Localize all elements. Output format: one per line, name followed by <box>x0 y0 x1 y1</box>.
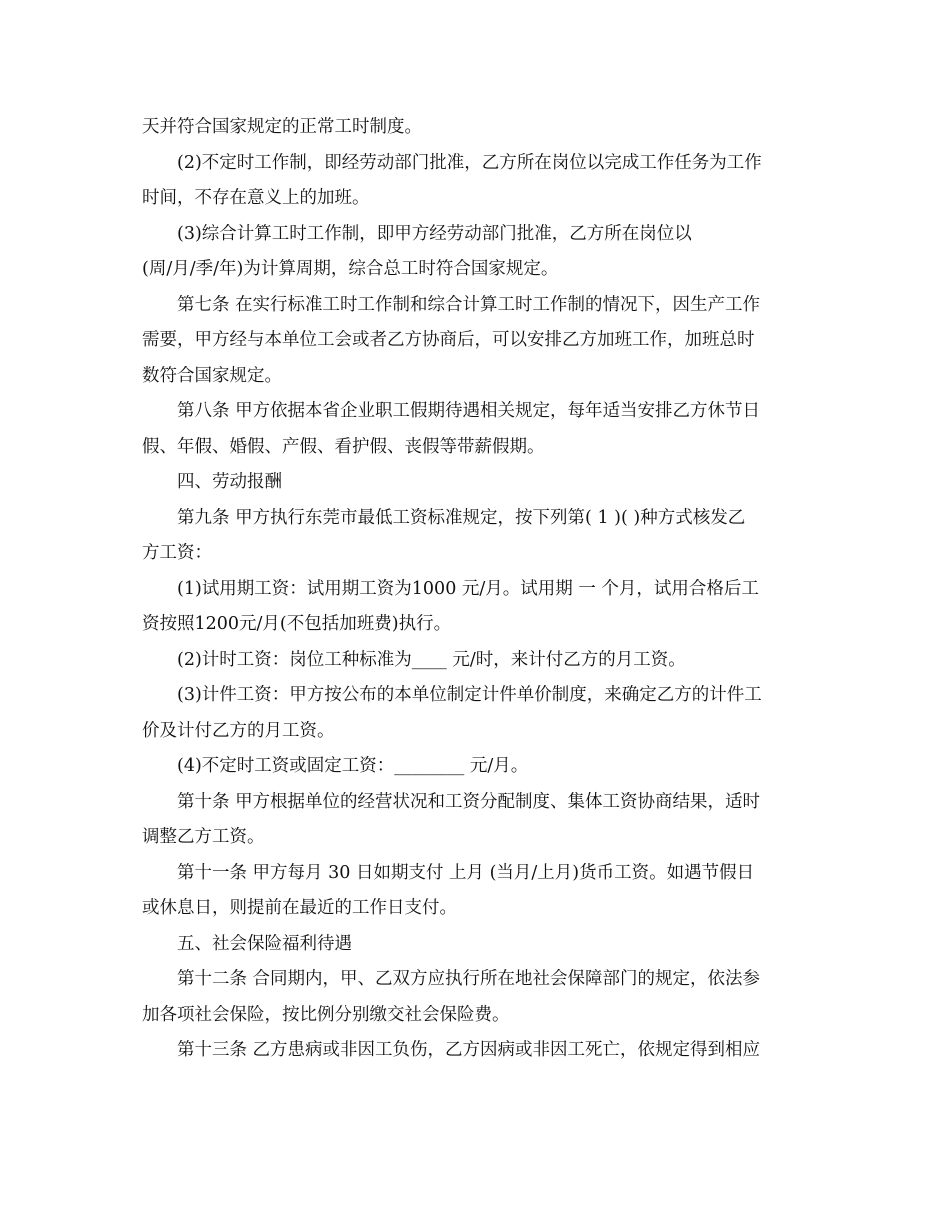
text-line: (3)计件工资：甲方按公布的本单位制定计件单价制度，来确定乙方的计件工 <box>177 685 762 705</box>
text-line: 第八条 甲方依据本省企业职工假期待遇相关规定，每年适当安排乙方休节日 <box>177 401 761 421</box>
text-line: 第十一条 甲方每月 30 日如期支付 上月 (当月/上月)货币工资。如遇节假日 <box>177 862 755 883</box>
text-line: 需要，甲方经与本单位工会或者乙方协商后，可以安排乙方加班工作，加班总时 <box>142 330 755 350</box>
text-line: (1)试用期工资：试用期工资为1000 元/月。试用期 一 个月，试用合格后工 <box>177 578 759 599</box>
text-line: (周/月/季/年)为计算周期，综合总工时符合国家规定。 <box>142 259 559 279</box>
text-line: 或休息日，则提前在最近的工作日支付。 <box>142 898 457 918</box>
section-heading: 五、社会保险福利待遇 <box>177 933 352 954</box>
text-line: (3)综合计算工时工作制，即甲方经劳动部门批准，乙方所在岗位以 <box>177 223 692 244</box>
text-line: 第十三条 乙方患病或非因工负伤，乙方因病或非因工死亡，依规定得到相应 <box>177 1040 761 1060</box>
text-line: (4)不定时工资或固定工资：________ 元/月。 <box>177 756 529 776</box>
section-heading: 四、劳动报酬 <box>177 472 282 492</box>
document-body <box>142 110 812 1069</box>
text-line: 第九条 甲方执行东莞市最低工资标准规定，按下列第( 1 )( )种方式核发乙 <box>177 507 746 528</box>
text-line: 时间，不存在意义上的加班。 <box>142 188 370 208</box>
text-line: (2)不定时工作制，即经劳动部门批准，乙方所在岗位以完成工作任务为工作 <box>177 152 762 173</box>
text-line: 价及计付乙方的月工资。 <box>142 720 335 741</box>
text-line: 数符合国家规定。 <box>142 365 282 386</box>
text-line: 第十二条 合同期内，甲、乙双方应执行所在地社会保障部门的规定，依法参 <box>177 969 761 989</box>
text-line: 资按照1200元/月(不包括加班费)执行。 <box>142 614 452 634</box>
text-line: (2)计时工资：岗位工种标准为____ 元/时，来计付乙方的月工资。 <box>177 649 686 670</box>
text-line: 调整乙方工资。 <box>142 827 265 847</box>
text-line: 假、年假、婚假、产假、看护假、丧假等带薪假期。 <box>142 436 545 457</box>
text-line: 加各项社会保险，按比例分别缴交社会保险费。 <box>142 1004 510 1025</box>
text-line: 第七条 在实行标准工时工作制和综合计算工时工作制的情况下，因生产工作 <box>177 294 761 315</box>
text-line: 天并符合国家规定的正常工时制度。 <box>142 117 422 137</box>
text-line: 方工资： <box>142 543 212 563</box>
text-line: 第十条 甲方根据单位的经营状况和工资分配制度、集体工资协商结果，适时 <box>177 791 761 812</box>
